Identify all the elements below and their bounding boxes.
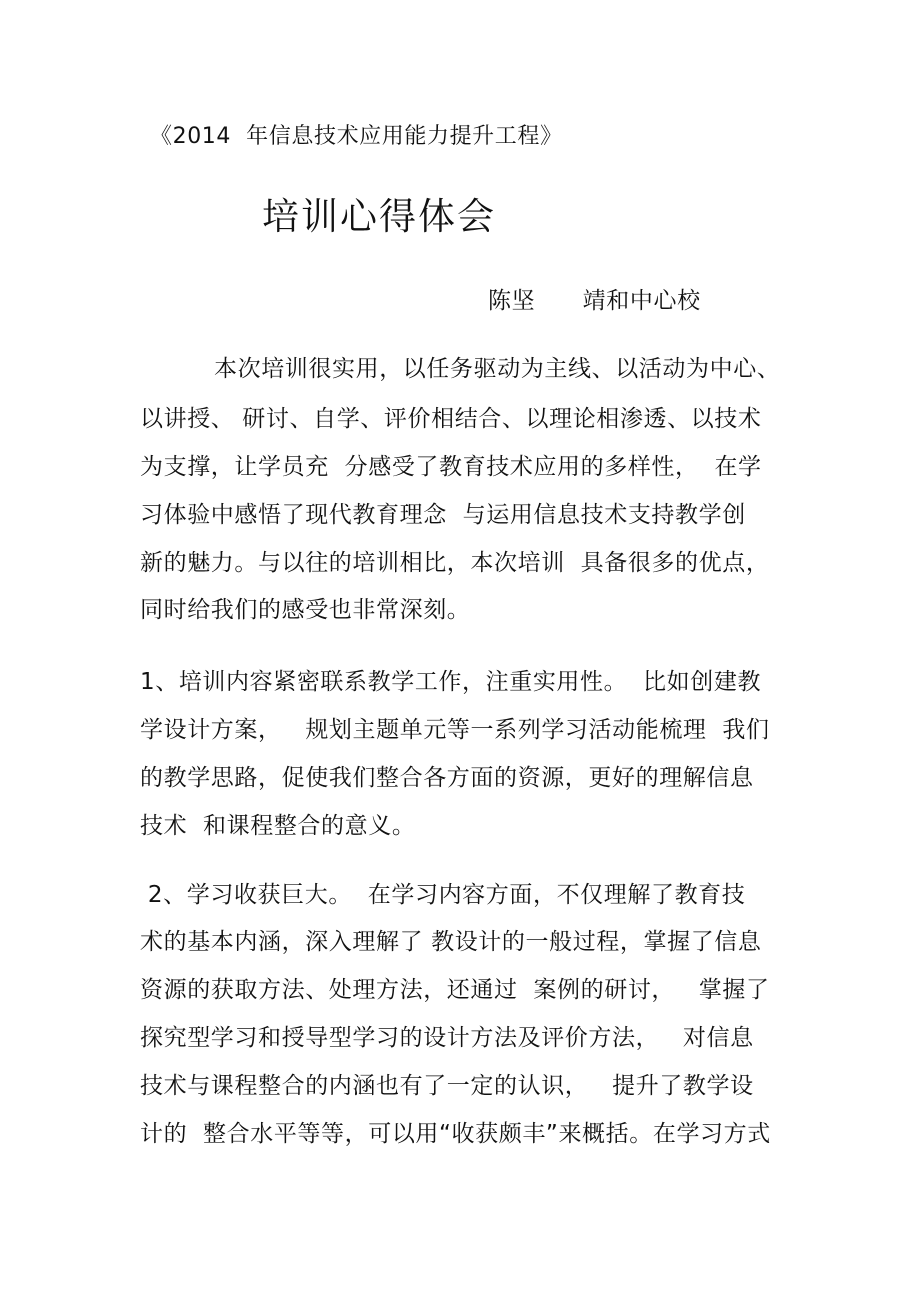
paragraph-1-line-6: 同时给我们的感受也非常深刻。 [140, 597, 471, 623]
paragraph-1-line-4: 习体验中感悟了现代教育理念 与运用信息技术支持教学创 [140, 502, 746, 528]
paragraph-1-line-1: 本次培训很实用，以任务驱动为主线、以活动为中心、 [214, 356, 781, 382]
paragraph-3-line-5: 技术与课程整合的内涵也有了一定的认识， 提升了教学设 [140, 1073, 754, 1099]
document-title: 培训心得体会 [262, 195, 496, 238]
paragraph-1-line-2: 以讲授、 研讨、自学、评价相结合、以理论相渗透、以技术 [140, 406, 762, 432]
paragraph-2-line-1: 1、培训内容紧密联系教学工作，注重实用性。 比如创建教 [140, 669, 762, 695]
author-line: 陈坚 靖和中心校 [488, 288, 701, 314]
paragraph-1-line-3: 为支撑，让学员充 分感受了教育技术应用的多样性， 在学 [140, 454, 762, 480]
paragraph-1-line-5: 新的魅力。与以往的培训相比，本次培训 具备很多的优点， [140, 550, 770, 576]
paragraph-2-line-3: 的教学思路，促使我们整合各方面的资源，更好的理解信息 [140, 765, 754, 791]
paragraph-3-line-6: 计的 整合水平等等，可以用“收获颇丰”来概括。在学习方式 [140, 1121, 771, 1147]
paragraph-2-line-2: 学设计方案， 规划主题单元等一系列学习活动能梳理 我们 [140, 717, 770, 743]
paragraph-3-line-2: 术的基本内涵，深入理解了 教设计的一般过程，掌握了信息 [140, 929, 762, 955]
paragraph-3-line-3: 资源的获取方法、处理方法，还通过 案例的研讨， 掌握了 [140, 977, 770, 1003]
paragraph-3-line-4: 探究型学习和授导型学习的设计方法及评价方法， 对信息 [140, 1025, 754, 1051]
paragraph-3-line-1: 2、学习收获巨大。 在学习内容方面，不仅理解了教育技 [140, 882, 746, 908]
document-header: 《2014 年信息技术应用能力提升工程》 [150, 124, 563, 149]
paragraph-2-line-4: 技术 和课程整合的意义。 [140, 813, 416, 839]
